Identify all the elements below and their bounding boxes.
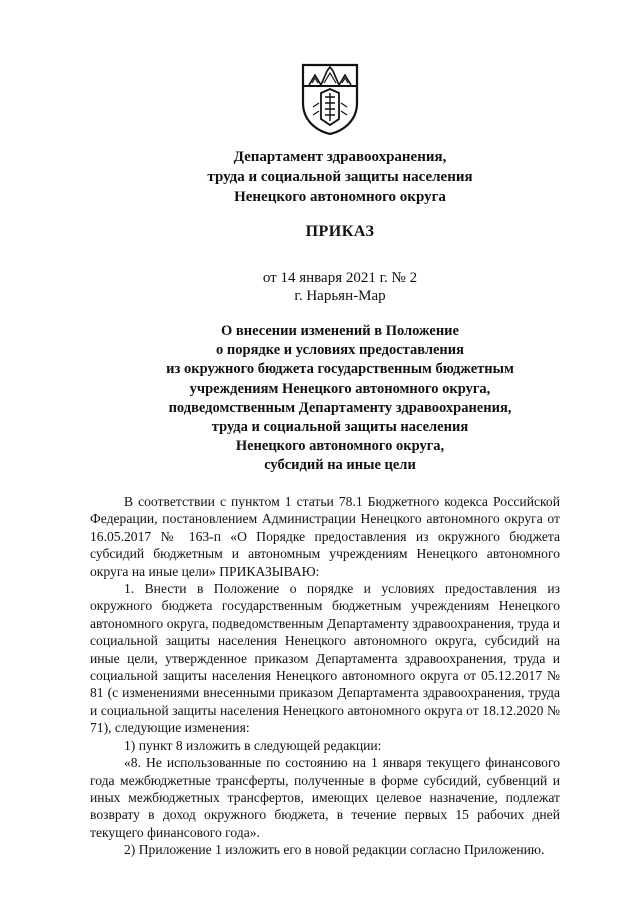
subject-line: Ненецкого автономного округа, <box>235 438 445 455</box>
document-subject <box>60 322 620 476</box>
document-date: от 14 января 2021 г. № 2 <box>262 270 418 286</box>
document-body <box>90 493 560 859</box>
subject-line: субсидий на иные цели <box>264 457 416 474</box>
preamble-paragraph: В соответствии с пунктом 1 статьи 78.1 Бюджетного кодекса Российской Федерации, постановлением Администрации Ненецкого автономного округа от 16.05.2017 № 163-п «О Порядке предоставления из окружного бюджета субсидий бюджетным и автономным учреждениям Ненецкого автономного округа на иные цели» ПРИКАЗЫВАЮ: <box>90 494 560 579</box>
department-line: Ненецкого автономного округа <box>234 189 446 205</box>
subject-line: труда и социальной защиты населения <box>211 419 469 436</box>
subject-line: о порядке и условиях предоставления <box>216 342 464 359</box>
subitem-1-paragraph: 1) пункт 8 изложить в следующей редакции: <box>124 737 382 753</box>
department-name <box>60 147 620 207</box>
coat-of-arms-icon <box>301 63 359 135</box>
subject-line: учреждениям Ненецкого автономного округа, <box>189 380 491 397</box>
subject-line: подведомственным Департаменту здравоохранения, <box>168 399 512 416</box>
department-line: Департамент здравоохранения, <box>233 149 447 165</box>
document-place: г. Нарьян-Мар <box>294 288 386 304</box>
document-type: ПРИКАЗ <box>305 223 375 240</box>
subject-line: из окружного бюджета государственным бюджетным <box>166 361 514 378</box>
department-line: труда и социальной защиты населения <box>207 169 473 185</box>
subject-line: О внесении изменений в Положение <box>221 323 459 339</box>
date-and-place <box>60 269 620 305</box>
quoted-paragraph: «8. Не использованные по состоянию на 1 января текущего финансового года межбюджетные трансферты, полученные в форме субсидий, субвенций и иных межбюджетных трансфертов, имеющих целевое назначение, подлежат возврату в доход окружного бюджета, в течение первых 15 рабочих дней текущего финансового года». <box>90 755 560 840</box>
subitem-2-paragraph: 2) Приложение 1 изложить его в новой редакции согласно Приложению. <box>124 842 545 858</box>
item-1-paragraph: 1. Внести в Положение о порядке и условиях предоставления из окружного бюджета государственным бюджетным учреждениям Ненецкого автономного округа, подведомственным Департаменту здравоохранения, труда и социальной защиты населения Ненецкого автономного округа, субсидий на иные цели, утвержденное приказом Департамента здравоохранения, труда и социальной защиты населения Ненецкого автономного округа от 05.12.2017 № 81 (с изменениями внесенными приказом Департамента здравоохранения, труда и социальной защиты населения Ненецкого автономного округа от 18.12.2020 № 71), следующие изменения: <box>90 581 560 736</box>
